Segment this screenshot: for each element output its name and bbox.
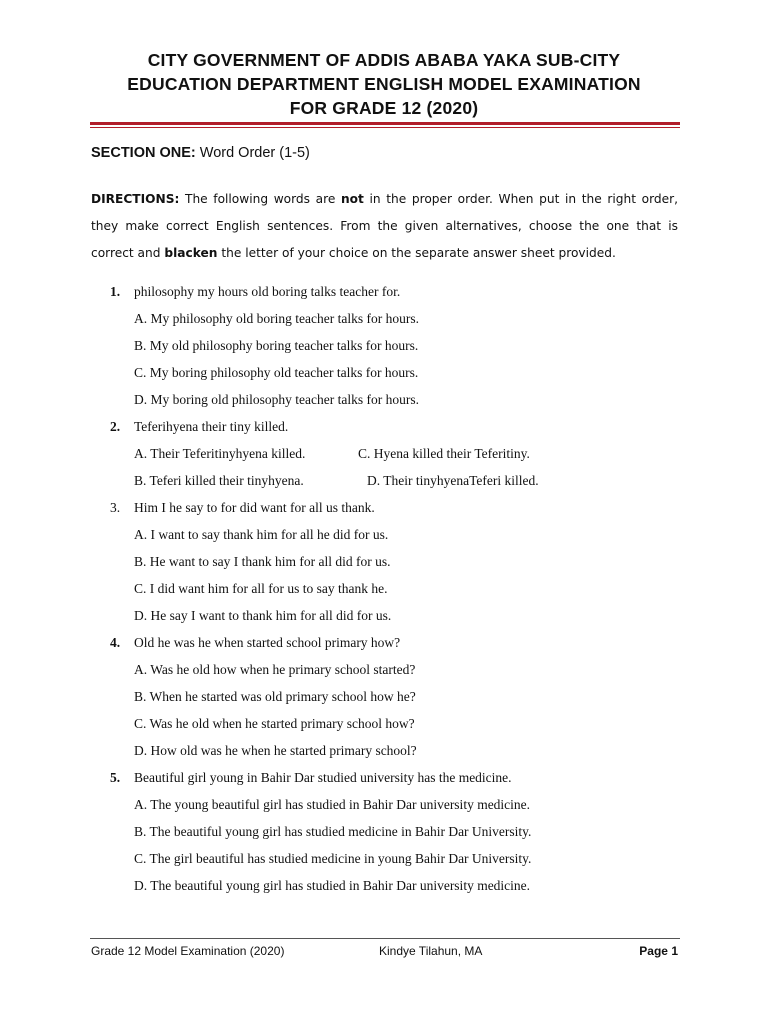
question-stem: Him I he say to for did want for all us thank. xyxy=(134,500,375,515)
option: B. The beautiful young girl has studied medicine in Bahir Dar University. xyxy=(134,824,532,839)
option: A. My philosophy old boring teacher talks for hours. xyxy=(134,311,419,326)
option: A. Was he old how when he primary school started? xyxy=(134,662,416,677)
directions-text-2: in the proper order. When put in the right order, they make correct English sentences. From the given alternatives, choose the one that is correct and xyxy=(91,192,678,260)
option: C. My boring philosophy old teacher talks for hours. xyxy=(134,365,419,380)
option: A. I want to say thank him for all he did for us. xyxy=(134,527,389,542)
question-stem: philosophy my hours old boring talks teacher for. xyxy=(134,284,401,299)
option: B. When he started was old primary school how he? xyxy=(134,689,416,704)
header-divider-thin xyxy=(90,127,680,128)
section-name: Word Order (1-5) xyxy=(199,145,310,161)
question-number: 2. xyxy=(110,419,121,434)
option: D. He say I want to thank him for all did for us. xyxy=(134,608,392,623)
question-stem: Old he was he when started school primary how? xyxy=(134,635,401,650)
question-number: 4. xyxy=(110,635,121,650)
option: D. Their tinyhyenaTeferi killed. xyxy=(367,473,539,488)
directions-label: DIRECTIONS: xyxy=(91,192,180,206)
document-header xyxy=(80,48,688,120)
question-stem: Beautiful girl young in Bahir Dar studied university has the medicine. xyxy=(134,770,512,785)
header-line-1: CITY GOVERNMENT OF ADDIS ABABA YAKA SUB-CITY xyxy=(147,50,621,70)
question-list xyxy=(110,282,690,903)
option-row xyxy=(110,444,690,471)
option: D. My boring old philosophy teacher talks for hours. xyxy=(134,392,419,407)
section-title xyxy=(91,145,310,161)
directions-paragraph xyxy=(91,186,678,267)
option: C. Hyena killed their Teferitiny. xyxy=(358,446,530,461)
directions-text-1: The following words are xyxy=(185,192,336,206)
question-5 xyxy=(110,768,690,903)
question-number: 3. xyxy=(110,500,121,515)
footer-divider xyxy=(90,938,680,939)
option: D. How old was he when he started primary school? xyxy=(134,743,417,758)
option: B. My old philosophy boring teacher talks for hours. xyxy=(134,338,419,353)
page-footer xyxy=(91,944,678,962)
option: C. Was he old when he started primary school how? xyxy=(134,716,415,731)
question-1 xyxy=(110,282,690,417)
option: B. Teferi killed their tinyhyena. xyxy=(134,473,304,488)
directions-emphasis-blacken: blacken xyxy=(164,246,218,260)
footer-author: Kindye Tilahun, MA xyxy=(379,944,483,958)
question-4 xyxy=(110,633,690,768)
header-divider-thick xyxy=(90,122,680,125)
question-3 xyxy=(110,498,690,633)
question-2 xyxy=(110,417,690,498)
section-label: SECTION ONE: xyxy=(91,145,196,161)
header-line-3: FOR GRADE 12 (2020) xyxy=(289,98,479,118)
question-stem: Teferihyena their tiny killed. xyxy=(134,419,289,434)
option: A. Their Teferitinyhyena killed. xyxy=(134,446,306,461)
option: C. The girl beautiful has studied medicine in young Bahir Dar University. xyxy=(134,851,532,866)
option: C. I did want him for all for us to say thank he. xyxy=(134,581,388,596)
question-number: 5. xyxy=(110,770,121,785)
option-row xyxy=(110,471,690,498)
footer-page-number: Page 1 xyxy=(639,944,678,958)
footer-exam-title: Grade 12 Model Examination (2020) xyxy=(91,944,285,958)
question-number: 1. xyxy=(110,284,121,299)
option: B. He want to say I thank him for all did for us. xyxy=(134,554,391,569)
directions-text-3: the letter of your choice on the separate answer sheet provided. xyxy=(221,246,616,260)
header-line-2: EDUCATION DEPARTMENT ENGLISH MODEL EXAMINATION xyxy=(127,74,641,94)
directions-emphasis-not: not xyxy=(340,192,364,206)
option: A. The young beautiful girl has studied in Bahir Dar university medicine. xyxy=(134,797,531,812)
option: D. The beautiful young girl has studied in Bahir Dar university medicine. xyxy=(134,878,531,893)
